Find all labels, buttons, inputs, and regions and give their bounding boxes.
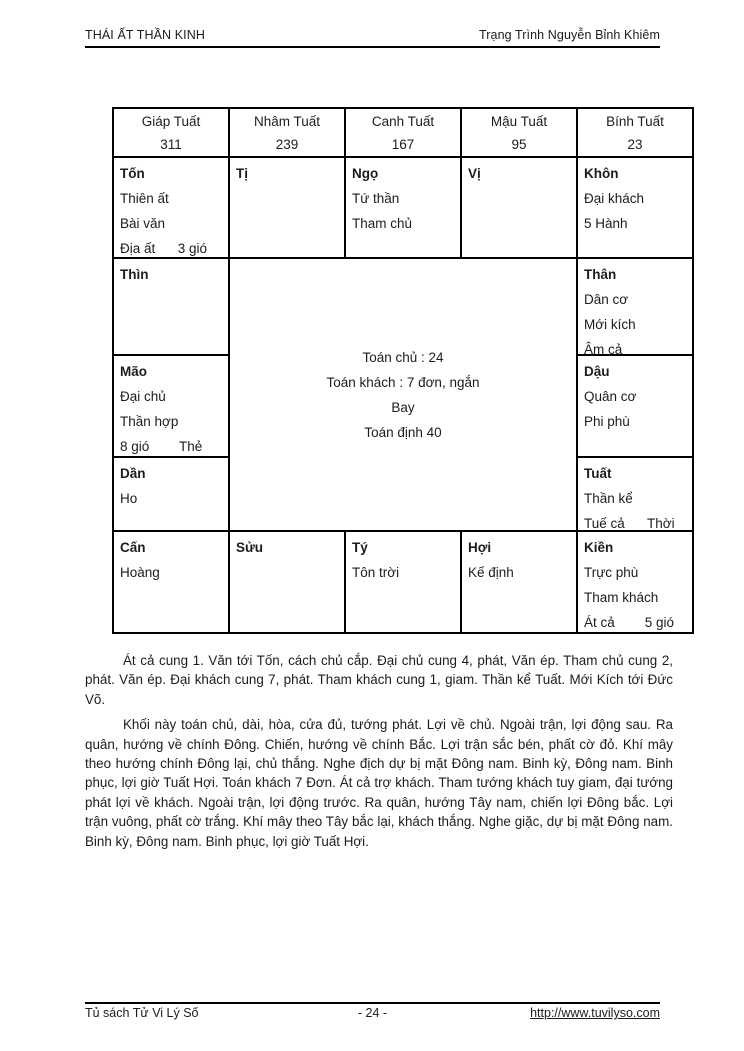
- palace-title: Tị: [236, 166, 248, 181]
- palace-line: Tuế cả Thời: [584, 516, 675, 531]
- calc-line: Toán khách : 7 đơn, ngắn: [326, 374, 480, 390]
- palace-hoi: [461, 531, 577, 633]
- author-name: Trạng Trình Nguyễn Bỉnh Khiêm: [478, 28, 660, 42]
- palace-line: Âm cả: [584, 342, 623, 355]
- center-calculation-cell: [229, 258, 577, 531]
- year-value: 167: [391, 137, 415, 152]
- year-cell-nham-tuat: [229, 108, 345, 157]
- palace-ti: [229, 157, 345, 258]
- calc-line: Bay: [391, 399, 415, 415]
- palace-title: Cấn: [120, 540, 146, 555]
- palace-title: Sửu: [236, 540, 264, 555]
- year-name: Nhâm Tuất: [253, 114, 321, 129]
- palace-line: Tham chủ: [352, 216, 413, 231]
- palace-line: Phi phù: [584, 414, 630, 429]
- palace-line: Đại chủ: [120, 389, 166, 404]
- running-header: [85, 28, 660, 42]
- year-cell-giap-tuat: [113, 108, 229, 157]
- palace-title: Tý: [352, 540, 368, 555]
- palace-thin: [113, 258, 229, 355]
- year-name: Bính Tuất: [606, 114, 664, 129]
- year-cell-mau-tuat: [461, 108, 577, 157]
- palace-line: Thần hợp: [120, 414, 179, 429]
- book-title: THÁI ẤT THẦN KINH: [85, 28, 206, 42]
- palace-title: Mão: [120, 364, 147, 379]
- palace-suu: [229, 531, 345, 633]
- palace-line: Thần kể: [584, 491, 633, 506]
- palace-ty: [345, 531, 461, 633]
- palace-title: Khôn: [584, 166, 619, 181]
- palace-title: Dậu: [584, 364, 610, 379]
- palace-can: [113, 531, 229, 633]
- palace-line: Trực phù: [584, 565, 639, 580]
- year-value: 95: [511, 137, 527, 152]
- palace-title: Thân: [584, 267, 617, 282]
- year-cell-binh-tuat: [577, 108, 693, 157]
- palace-than: [577, 258, 693, 355]
- analysis-text: [85, 651, 673, 851]
- year-name: Mậu Tuất: [490, 114, 548, 129]
- running-footer: [85, 1006, 660, 1020]
- year-value: 311: [160, 137, 182, 152]
- palace-ngo: [345, 157, 461, 258]
- footer-url-link[interactable]: http://www.tuvilyso.com: [530, 1006, 660, 1020]
- palace-line: Kế định: [468, 565, 514, 580]
- palace-kien: [577, 531, 693, 633]
- palace-line: Tham khách: [584, 590, 659, 605]
- palace-vi: [461, 157, 577, 258]
- header-rule: [85, 46, 660, 48]
- palace-title: Hợi: [468, 540, 492, 555]
- year-cell-canh-tuat: [345, 108, 461, 157]
- palace-title: Tuất: [584, 466, 612, 481]
- year-name: Giáp Tuất: [141, 114, 201, 129]
- palace-line: Ho: [120, 491, 138, 506]
- palace-title: Thìn: [120, 267, 149, 282]
- footer-series-title: Tủ sách Tử Vi Lý Số: [85, 1006, 199, 1020]
- page-number: - 24 -: [357, 1006, 388, 1020]
- palace-line: Tứ thần: [352, 191, 400, 206]
- palace-title: Vị: [468, 166, 481, 181]
- palace-dau: [577, 355, 693, 457]
- divination-board: [112, 107, 694, 634]
- palace-title: Kiền: [584, 540, 614, 555]
- year-value: 239: [275, 137, 299, 152]
- palace-line: Thiên ất: [120, 191, 169, 206]
- palace-tuat: [577, 457, 693, 531]
- palace-title: Ngọ: [352, 166, 379, 181]
- footer-rule: [85, 1002, 660, 1004]
- palace-line: 8 gió Thẻ: [120, 439, 203, 454]
- palace-line: Át cả 5 gió: [584, 615, 675, 630]
- palace-line: Tôn trời: [352, 565, 400, 580]
- palace-line: Mới kích: [584, 317, 636, 332]
- year-name: Canh Tuất: [371, 114, 435, 129]
- palace-line: Quân cơ: [584, 389, 637, 404]
- palace-line: Đại khách: [584, 191, 645, 206]
- palace-line: Dân cơ: [584, 292, 629, 307]
- paragraph-1: Át cả cung 1. Văn tới Tốn, cách chủ cắp. Đại chủ cung 4, phát, Văn ép. Tham chủ cung 2, phát. Văn ép. Đại khách cung 7, phát. Tham khách cung 1, giam. Thần kể Tuất. Mới Kích tới Đức Võ.: [85, 653, 673, 707]
- calc-line: Toán định 40: [364, 424, 442, 440]
- palace-line: Bài văn: [120, 216, 166, 231]
- calc-line: Toán chủ : 24: [362, 349, 444, 365]
- palace-line: 5 Hành: [584, 216, 628, 231]
- palace-mao: [113, 355, 229, 457]
- palace-dan: [113, 457, 229, 531]
- paragraph-2: Khối này toán chủ, dài, hòa, cửa đủ, tướng phát. Lợi về chủ. Ngoài trận, lợi động sau. Ra quân, hướng về chính Đông. Chiến, hướng về chính Bắc. Lợi trận sắc bén, phất cờ đỏ. Khí mây theo hướng chính Đông lại, chủ thắng. Nghe địch dự bị mặt Đông nam. Binh kỳ, Đông nam. Binh phục, lợi giờ Tuất Hợi. Toán khách 7 Đơn. Át cả trợ khách. Tham tướng khách tuy giam, đại tướng phát lợi về khách. Ngoài trận, lợi động trước. Ra quân, hướng Tây nam, chiến lợi Đông bắc. Lợi trận vuông, phất cờ trắng. Khí mây theo Tây bắc lại, khách thắng. Nghe giặc, dự bị mặt Đông nam. Binh kỳ, Đông nam. Binh phục, lợi giờ Tuất Hợi.: [85, 717, 673, 849]
- palace-line: Địa ất 3 gió: [120, 241, 208, 256]
- palace-ton: [113, 157, 229, 258]
- palace-title: Dần: [120, 466, 146, 481]
- year-value: 23: [627, 137, 643, 152]
- palace-title: Tốn: [120, 166, 145, 181]
- palace-line: Hoàng: [120, 565, 160, 580]
- palace-khon: [577, 157, 693, 258]
